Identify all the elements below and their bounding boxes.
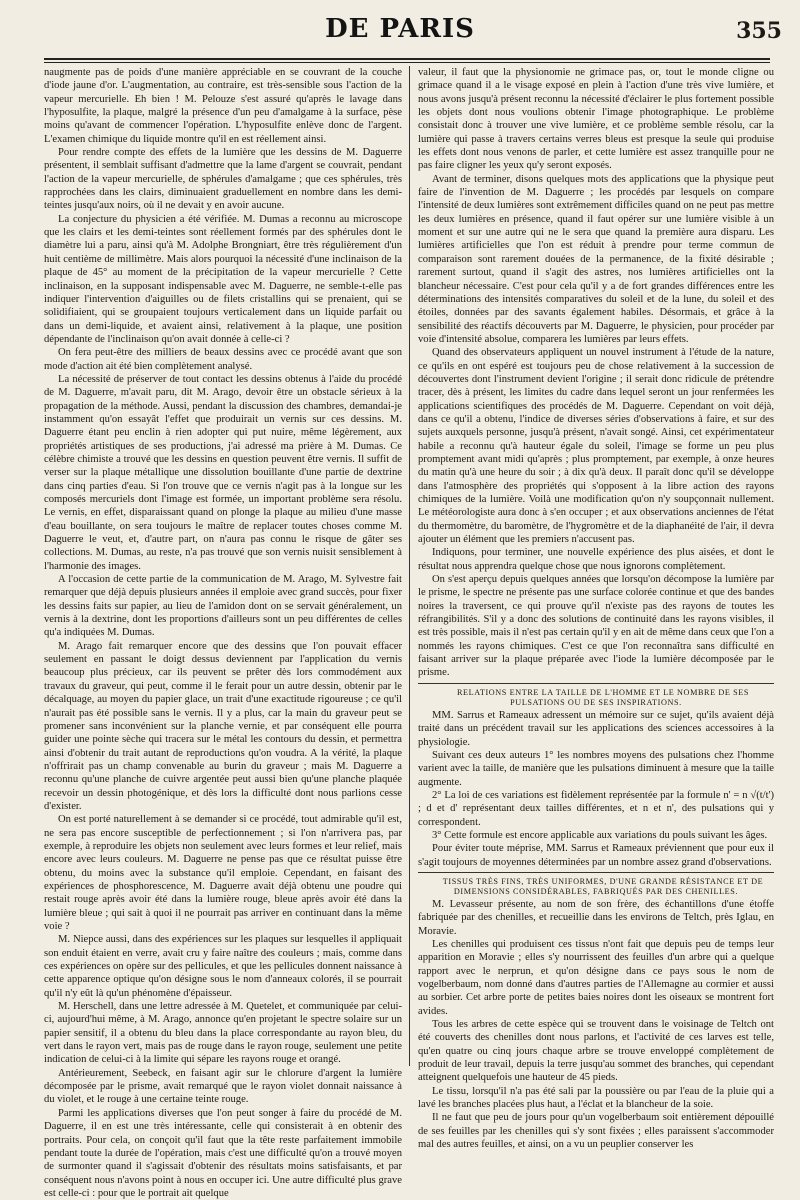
paragraph: M. Levasseur présente, au nom de son frère, des échantillons d'une étoffe fabriquée par des chenilles, et recueillie dans les environs de Teltch, près Iglau, en Moravie. [418, 898, 774, 937]
paragraph: M. Arago fait remarquer encore que des dessins que l'on pouvait effacer seulement en passant le doigt dessus deviennent par l'application du vernis beaucoup plus précieux, car ils peuvent se prêter dès lors commodément aux travaux du graveur, qui peut, comme il le ferait pour un autre dessin, obtenir par le décalquage, au moyen du papier glace, un trait d'une exactitude rigoureuse ; ce qu'il n'aurait pas été possible sans le vernis. Il y a plus, car la main du graveur peut se promener sans inconvénient sur la planche vernie, et par conséquent elle pourra guider une pointe sèche qui tracera sur le métal les contours du dessin, et permettra ainsi d'obtenir du trait autant de reproductions qu'on voudra. A la vérité, la plaque n'offrirait pas un champ convenable au burin du graveur ; mais M. Daguerre a reconnu qu'une planche de cuivre argentée peut aussi bien qu'une planche plaquée recevoir un dessin photogénique, et dès lors la difficulté dont nous parlions cesse d'exister. [44, 640, 402, 812]
section-heading: TISSUS TRÈS FINS, TRÈS UNIFORMES, D'UNE GRANDE RÉSISTANCE ET DE DIMENSIONS CONSIDÉRABLES, FABRIQUÉS PAR DES CHENILLES. [442, 876, 764, 897]
paragraph: valeur, il faut que la physionomie ne grimace pas, or, tout le monde cligne ou grimace quand il a le visage exposé en plein à l'action d'une très vive lumière, et nous avons jusqu'à présent reconnu la nécessité d'éclairer le plus fortement possible les objets dont nous voulions obtenir l'image photographique. Le problème consistait donc à trouver une vive lumière, et ce problème semble résolu, car la lumière qui passe à travers certains verres bleus est presque la seule qui produise les effets dont nous venons de parler, et cette lumière est assez tranquille pour ne pas faire cligner les yeux qu'y seront exposés. [418, 67, 774, 172]
column-divider [409, 66, 410, 1066]
paragraph: La nécessité de préserver de tout contact les dessins obtenus à l'aide du procédé de M. Daguerre, m'avait paru, dit M. Arago, devoir être un obstacle sérieux à la propagation de la méthode. Aussi, pendant la discussion des chambres, demandai-je instamment qu'on essayât l'effet que produirait un vernis sur ces dessins. M. Daguerre étant peu enclin à rien adopter qui put nuire, même légèrement, aux propriétés artistiques de ses productions, j'ai adressé ma prière à M. Dumas. Ce célèbre chimiste a trouvé que les dessins en question peuvent être vernis. Il suffit de verser sur la plaque métallique une dissolution bouillante d'une partie de dextrine dans cinq parties d'eau. Si l'on trouve que ce vernis n'agit pas à la longue sur les composés mercuriels dont l'image est formée, un important problème sera résolu. Le vernis, en effet, disparaissant quand on plonge la plaque au milieu d'une masse d'eau bouillante, on sera toujours le maître de replacer toutes choses comme M. Daguerre le veut, et, d'autre part, on n'aura pas connu le risque de gâter ses collections. M. Dumas, au reste, n'a pas trouvé que son vernis nuisit sensiblement à l'harmonie des images. [44, 373, 402, 572]
header-rule-thin [44, 62, 770, 63]
paragraph: Pour rendre compte des effets de la lumière que les dessins de M. Daguerre présentent, il semblait suffisant d'admettre que la lame d'argent se couvrait, pendant l'action de la vapeur mercurielle, de sphérules d'amalgame ; que ces sphérules, très rapprochées dans les clairs, diminuaient graduellement en nombre dans les demi-teintes jusqu'aux noirs, où il ne devait y en avoir aucune. [44, 147, 402, 212]
page-title: DE PARIS [325, 14, 475, 44]
header-rule [44, 58, 770, 60]
paragraph: Parmi les applications diverses que l'on peut songer à faire du procédé de M. Daguerre, il en est une très intéressante, celle qui consisterait à en obtenir des portraits. Pour cela, on conçoit qu'il faut que la tête reste parfaitement immobile pendant toute la durée de l'opération, mais c'est une difficulté qu'on a trouvé moyen de surmonter quand il s'agissait d'obtenir des résultats moins satisfaisants, et par conséquent nous n'avons point à nous en occuper ici. Une autre difficulté plus grave est celle-ci : pour que le portrait ait quelque [44, 1107, 402, 1199]
paragraph: naugmente pas de poids d'une manière appréciable en se couvrant de la couche d'iode jaune d'or. L'augmentation, au contraire, est très-sensible sous l'action de la vapeur mercurielle. Eh bien ! M. Pelouze s'est assuré qu'après le lavage dans l'hyposulfite, la plaque, malgré la présence d'un peu d'amalgame à la surface, pèse moins qu'avant de commencer l'opération. L'hyposulfite enlève donc de l'argent. L'examen chimique du liquide montre qu'il en est réellement ainsi. [44, 67, 402, 145]
paragraph: Suivant ces deux auteurs 1° les nombres moyens des pulsations chez l'homme varient avec la taille, de manière que les pulsations diminuent à mesure que la taille augmente. [418, 749, 774, 788]
paragraph: 2° La loi de ces variations est fidèlement représentée par la formule n' = n √(t/t') ; d et d' représentant deux tailles différentes, et n et n', des pulsations qui y correspondent. [418, 789, 774, 828]
paragraph: On fera peut-être des milliers de beaux dessins avec ce procédé avant que son mode d'action ait été bien complètement analysé. [44, 347, 402, 372]
paragraph: Les chenilles qui produisent ces tissus n'ont fait que depuis peu de temps leur apparition en Moravie ; elles s'y nourrissent des feuilles d'un arbre qui a quelque rapport avec le nerprun, et qu'on désigne dans ce pays sous le nom de vogelberbaum, nom donné dans d'autres parties de l'Allemagne au cormier et aussi au sorbier. Cet arbre porte de petites baies noires dont les oiseaux se montrent fort avides. [418, 938, 774, 1017]
paragraph: M. Niepce aussi, dans des expériences sur les plaques sur lesquelles il appliquait son enduit étaient en verre, avait cru y faire naître des couleurs ; mais, comme dans ces expériences on opère sur des pellicules, et que les pellicules donnent naissance à cette apparence optique qu'on désigne sous le nom d'anneaux colorés, il se pourrait qu'il n'y eût là qu'un phénomène d'épaisseur. [44, 934, 402, 999]
page-number: 355 [736, 18, 782, 44]
left-column [44, 66, 402, 1199]
masthead [0, 14, 800, 54]
paragraph: On est porté naturellement à se demander si ce procédé, tout admirable qu'il est, ne sera pas encore susceptible de perfectionnement ; si l'on n'arrivera pas, par exemple, à reproduire les objets non seulement avec leurs formes et leur relief, mais encore avec leurs couleurs. M. Daguerre ne pense pas que ce résultat puisse être obtenu, du moins avec la substance qu'il emploie. Cependant, en faisant des expériences de phosphorescence, M. Daguerre avait déjà obtenu une poudre qui restait rouge après avoir été dans la lumière rouge, bleue après avoir été dans la lumière bleue ; qui sait à quoi il ne pourrait pas arriver en continuant dans la même voie ? [44, 814, 402, 932]
section-rule [418, 683, 774, 684]
paragraph: La conjecture du physicien a été vérifiée. M. Dumas a reconnu au microscope que les clairs et les demi-teintes sont réellement formés par des sphérules dont le diamètre lui a paru, ainsi qu'à M. Adolphe Brongniart, être très régulièrement d'un huit centième de millimètre. Mais alors pourquoi la nécessité d'une inclinaison de la plaque de 45° au moment de la précipitation de la vapeur mercurielle ? Cette inclinaison, en la supposant indispensable avec M. Daguerre, ne semble-t-elle pas indiquer l'intervention d'aiguilles ou de filets cristallins qui se prenaient, qui se solidifiaient, qui se groupaient toujours verticalement dans un liquide parfait ou dans un demi-liquide, et avaient ainsi, relativement à la plaque, une position dépendante de l'inclinaison qu'on avait donnée à celle-ci ? [44, 213, 402, 345]
paragraph: On s'est aperçu depuis quelques années que lorsqu'on décompose la lumière par le prisme, le spectre ne présente pas une surface colorée continue et que des bandes noires la traversent, ce qui prouve qu'il n'existe pas des rayons de toutes les réfrangibilités. S'il y a donc des solutions de continuité dans les rayons visibles, il est très possible, mais il n'est pas certain qu'il y en ait de même dans ceux que l'on a nommés les rayons chimiques. C'est ce que l'on reconnaîtra sans difficulté en faisant arriver sur la plaque préparée avec l'iode la lumière décomposée par le prisme. [418, 574, 774, 679]
section-rule [418, 872, 774, 873]
paragraph: 3° Cette formule est encore applicable aux variations du pouls suivant les âges. [432, 829, 768, 841]
paragraph: Quand des observateurs appliquent un nouvel instrument à l'étude de la nature, ce qu'ils en ont espéré est toujours peu de chose relativement à la succession de découvertes dont l'instrument devient l'origine ; il serait donc ridicule de prétendre tracer, dès à présent, les limites du cadre dans lequel seront un jour renfermées les applications scientifiques des procédés de M. Daguerre. Cependant on voit déjà, dans ce qu'il a obtenu, l'indice de diverses séries d'observations à faire, et sur des sujets auxquels personne, jusqu'à présent, n'avait songé. Ainsi, cet expérimentateur habile a reconnu qu'à hauteur égale du soleil, l'image se forme un peu plus promptement avant midi qu'après ; plus promptement, par exemple, à onze heures du matin qu'à une heure du soir ; à dix qu'à deux. Il paraît donc qu'il se développe dans l'atmosphère des propriétés qui s'opposent à la libre action des rayons chimiques de la lumière. Voilà une modification qu'on n'y soupçonnait nullement. Le météorologiste aura donc à s'en occuper ; et aux observations anciennes de l'état du thermomètre, du baromètre, de l'hygromètre et de la diaphanéité de l'air, il devra ajouter un élément que les premiers n'accusent pas. [418, 347, 774, 546]
paragraph: Antérieurement, Seebeck, en faisant agir sur le chlorure d'argent la lumière décomposée par le prisme, avait remarqué que le rayon violet donnait naissance à du violet, et le rouge à une certaine teinte rouge. [44, 1067, 402, 1106]
paragraph: M. Herschell, dans une lettre adressée à M. Quetelet, et communiquée par celui-ci, aujourd'hui même, à M. Arago, annonce qu'en projetant le spectre solaire sur un papier sensitif, il a obtenu du bleu dans la place correspondante au rayon bleu, du vert dans le rayon vert, mais pas de rouge dans le rayon rouge, seulement une petite indication de celui-ci à la limite qui sépare les rayons rouge et orangé. [44, 1001, 402, 1066]
section-heading: RELATIONS ENTRE LA TAILLE DE L'HOMME ET LE NOMBRE DE SES PULSATIONS OU DE SES INSPIRATIONS. [456, 687, 749, 708]
paragraph: A l'occasion de cette partie de la communication de M. Arago, M. Sylvestre fait remarquer que déjà depuis plusieurs années il emploie avec grand succès, pour fixer les dessins faits sur papier, au lieu de l'amidon dont on se servait généralement, un vernis à la dextrine, dont les proportions d'ailleurs sont un peu différentes de celles qu'a indiquées M. Dumas. [44, 574, 402, 639]
paragraph: Il ne faut que peu de jours pour qu'un vogelberbaum soit entièrement dépouillé de ses feuilles par les chenilles qui s'y sont fixées ; elles paraissent s'accommoder mal des autres feuilles, et ainsi, on a vu un peuplier conserver les [418, 1112, 774, 1151]
right-column [418, 66, 774, 1151]
paragraph: Pour éviter toute méprise, MM. Sarrus et Rameaux préviennent que pour eux il s'agit toujours de moyennes déterminées par un nombre assez grand d'observations. [418, 843, 774, 868]
paragraph: Tous les arbres de cette espèce qui se trouvent dans le voisinage de Teltch ont été couverts des chenilles dont nous parlons, et l'activité de ces larves est telle, qu'en quatre ou cinq jours chaque arbre se trouve enveloppé complètement de produit de leur travail, depuis la terre jusqu'au sommet des branches, qui cependant atteignent quelquefois une hauteur de 45 pieds. [418, 1019, 774, 1084]
paragraph: Avant de terminer, disons quelques mots des applications que la physique peut faire de l'invention de M. Daguerre ; les procédés par lesquels on compare l'intensité de deux lumières sont extrêmement difficiles quand on ne peut pas mettre les deux lumières en présence, quand il faut opérer sur une lumière visible à un moment et sur une autre qui ne le sera que quand la première aura disparu. Les lumières artificielles que l'on est réduit à prendre pour terme commun de comparaison sont rarement douées de la permanence, de la fixité désirable ; rarement surtout, quand il s'agit des astres, nos lumières artificielles ont la blancheur nécessaire. C'est pour cela qu'il y a de fort grandes différences entre les déterminations des intensités comparatives du soleil et de la lune, du soleil et des étoiles, données par des savants également habiles. Désormais, et grâce à la sensibilité des réactifs découverts par M. Daguerre, le physicien, pour procéder par voie d'intensité absolue, comparera les lumières par leurs effets. [418, 173, 774, 345]
paragraph: MM. Sarrus et Rameaux adressent un mémoire sur ce sujet, qu'ils avaient déjà traité dans un précédent travail sur les applications des sciences accessoires à la physiologie. [418, 709, 774, 748]
paragraph: Indiquons, pour terminer, une nouvelle expérience des plus aisées, et dont le résultat nous apprendra quelque chose que nous ignorons complètement. [418, 547, 774, 572]
paragraph: Le tissu, lorsqu'il n'a pas été sali par la poussière ou par l'eau de la pluie qui a lavé les branches placées plus haut, a l'éclat et la blancheur de la soie. [418, 1085, 774, 1111]
